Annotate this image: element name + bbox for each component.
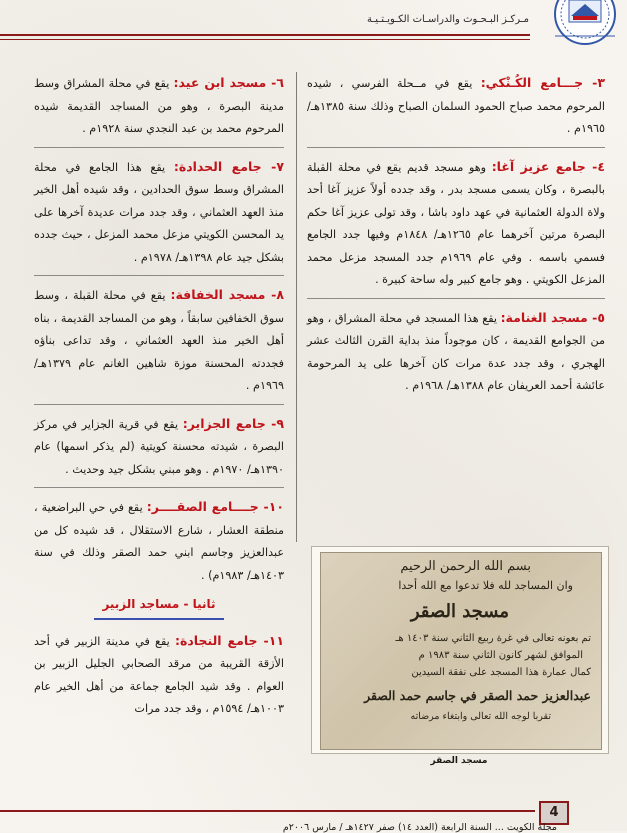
entry-divider — [34, 487, 284, 488]
entry-text: وهو مسجد قديم يقع في محلة القبلة بالبصرة ، وكان يسمى مسجد بدر ، وقد جدده أولاً عزيز آغا أحد ولاة الدولة العثمانية في عهد داود باشا ، وقد تولى عزيز آغا حكم البصرة مرتين آخرهما عام ١٢٦٥هـ/ ١٨٤٨م وفيها جدد الجامع فسمي باسمه . وفي عام ١٩٦٩م جدد المسجد مزعل محمد المزعل الكويتي . وهو جامع كبير وله ساحة كبيرة . — [307, 160, 606, 286]
column-divider — [296, 72, 297, 542]
research-center-logo — [535, 0, 623, 52]
entry-text: يقع في مــحلة الفرسي ، شيده المرحوم محمد صباح الحمود السلمان الصباح وذلك سنة ١٣٨٥هـ/ ١٩٦٥م . — [307, 77, 605, 135]
plaque-line: بسم الله الرحمن الرحيم — [400, 559, 531, 574]
mosque-entry-9 — [34, 413, 284, 482]
entry-text: يقع في محلة القبلة ، وسط سوق الخفافين سابقاً ، وهو من المساجد القديمة ، بناه أهل الخير منذ العهد العثماني ، وقد تداعى بناؤه فجددته المحسنة موزة شاهين الغانم عام ١٣٧٩هـ/ ١٩٦٩م . — [34, 289, 284, 392]
entry-title: ٣- جـــامع الكُـنْكي: — [480, 75, 605, 90]
footer-text: مجلة الكويت ... السنة الرابعة (العدد ١٤) صفر ١٤٢٧هـ / مارس ٢٠٠٦م — [282, 822, 557, 833]
entry-title: ٧- جامع الحدادة: — [173, 158, 284, 174]
plaque-photo-frame — [311, 546, 609, 754]
entry-text: يقع هذا المسجد في محلة المشراق ، وهو من الجوامع القديمة ، كان موجوداً منذ بداية القرن الثالث عشر الهجري ، وقد جدد عدة مرات كان آخرها على يد المرحومة عائشة أحمد العريفان عام ١٣٨٨هـ/ ١٩٦٨م . — [307, 311, 605, 392]
mosque-entry-5 — [307, 307, 605, 398]
page-header — [0, 0, 627, 50]
plaque-line: تقربا لوجه الله تعالى وابتغاء مرضاته — [410, 711, 551, 722]
mosque-entry-6 — [34, 72, 284, 141]
mosque-entry-4 — [307, 156, 605, 292]
publisher-title: مـركـز البـحـوث والدراسـات الكـويـتـيـة — [367, 14, 529, 25]
entry-divider — [34, 275, 284, 276]
entry-text: يقع في حي البراضعية ، منطقة العشار ، شارع الاستقلال ، قد شيده كل من عبدالعزيز وجاسم ابني حمد الصقر وذلك في سنة ١٤٠٣هـ/ ١٩٨٣م) . — [34, 501, 284, 582]
entry-divider — [34, 404, 284, 405]
entry-divider — [34, 147, 284, 148]
header-rule — [0, 34, 530, 36]
entry-text: يقع في محلة المشراق وسط مدينة البصرة ، وهو من المساجد القديمة شيده المرحوم محمد بن عبد النجدي سنة ١٩٢٨م . — [34, 77, 284, 135]
mosque-entry-7 — [34, 156, 284, 270]
page-number: 4 — [539, 801, 569, 825]
mosque-entry-10 — [34, 496, 284, 587]
plaque-line: وان المساجد لله فلا تدعوا مع الله أحدا — [398, 579, 573, 592]
plaque-line: مسجد الصقر — [410, 601, 509, 622]
article-left-column — [34, 72, 284, 727]
plaque-line: الموافق لشهر كانون الثاني سنة ١٩٨٣ م — [418, 650, 583, 661]
article-right-column — [307, 72, 605, 404]
entry-title: ٨- مسجد الخفافة: — [170, 287, 284, 302]
section-heading-text: ثانيا - مساجد الزبير — [94, 593, 223, 620]
entry-text: يقع في قرية الجزاير في مركز البصرة ، شيدته محسنة كويتية (لم يذكر اسمها) عام ١٣٩٠هـ/ ١٩٧٠م . وهو مبني بشكل جيد وحديث . — [34, 417, 284, 476]
mosque-entry-3 — [307, 72, 605, 141]
entry-text: يقع في مدينة الزبير في أحد الأزقة القريبة من مرقد الصحابي الجليل الزبير بن العوام . وقد شيد الجامع جماعة من أهل الخير عام ١٠٠٣هـ/ ١٥٩٤م ، وقد جدد مرات — [34, 634, 284, 715]
header-rule-thin — [0, 39, 530, 40]
entry-text: يقع هذا الجامع في محلة المشراق وسط سوق الحدادين ، وقد شيده أهل الخير منذ العهد العثماني ، وقد جدد مرات عديدة آخرها على يد المحسن الكويتي مزعل محمد المزعل ، حيث جدده بشكل جيد عام ١٣٩٨هـ/ ١٩٧٨م . — [34, 160, 284, 264]
entry-divider — [307, 147, 605, 148]
entry-title: ٩- جامع الجزاير: — [182, 415, 285, 431]
plaque-line: تم بعونه تعالى في غرة ربيع الثاني سنة ١٤٠٣ هـ — [395, 633, 591, 644]
entry-title: ١٠- جــــامع الصقــــر: — [146, 499, 284, 514]
entry-title: ١١- جامع النجادة: — [174, 632, 284, 648]
entry-title: ٤- جامع عزيز آغا: — [491, 158, 605, 174]
plaque-line: كمال عمارة هذا المسجد على نفقة السيدين — [411, 667, 591, 678]
section-heading — [34, 593, 284, 620]
footer-rule — [0, 810, 535, 812]
mosque-entry-11 — [34, 630, 284, 721]
entry-title: ٥- مسجد الغنامة: — [500, 309, 605, 325]
photo-caption: مسجد الصقر — [430, 756, 488, 766]
plaque-photo — [320, 552, 602, 750]
plaque-line: عبدالعزيز حمد الصقر في جاسم حمد الصقر — [364, 688, 591, 703]
entry-title: ٦- مسجد ابن عيد: — [173, 75, 284, 90]
mosque-entry-8 — [34, 284, 284, 398]
entry-divider — [307, 298, 605, 299]
